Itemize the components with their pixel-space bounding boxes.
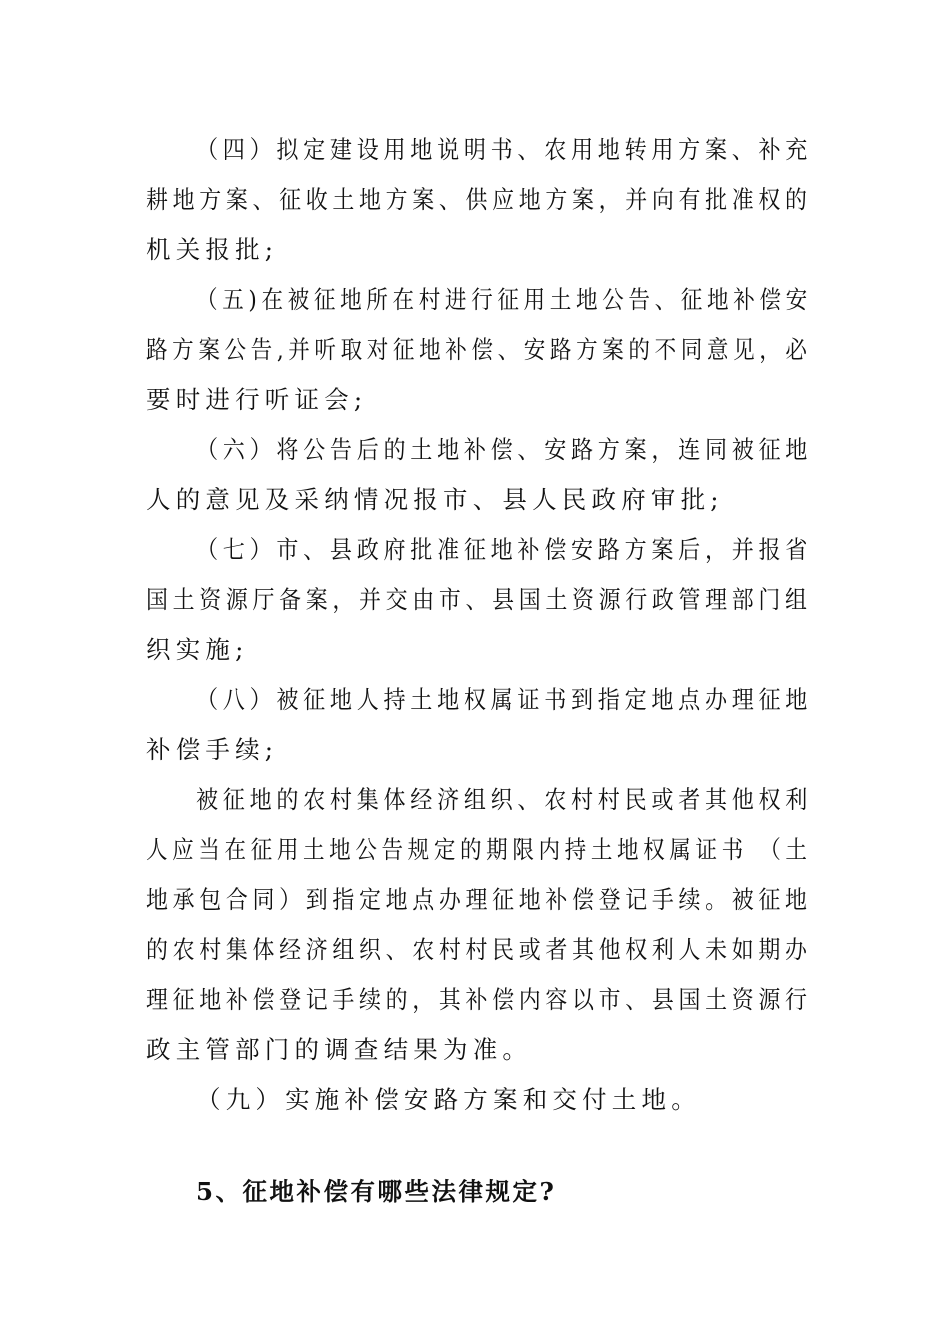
- paragraph-line: 补偿手续;: [146, 735, 279, 764]
- paragraph-line: （五)在被征地所在村进行征用土地公告、征地补偿安: [196, 285, 812, 314]
- paragraph-line: （七）市、县政府批准征地补偿安路方案后，并报省: [196, 535, 813, 564]
- paragraph-line: 织实施;: [146, 635, 249, 664]
- paragraph-line: 要时进行听证会;: [146, 385, 368, 414]
- paragraph-line: 机关报批;: [146, 235, 279, 264]
- paragraph-line: 耕地方案、征收土地方案、供应地方案，并向有批准权的: [146, 185, 812, 214]
- paragraph-line: 地承包合同）到指定地点办理征地补偿登记手续。被征地: [146, 885, 812, 914]
- paragraph-line: （四）拟定建设用地说明书、农用地转用方案、补充: [196, 135, 813, 164]
- paragraph-line: （九）实施补偿安路方案和交付土地。: [196, 1085, 701, 1114]
- section-heading: 5、征地补偿有哪些法律规定?: [196, 1177, 557, 1206]
- paragraph-line: （六）将公告后的土地补偿、安路方案，连同被征地: [196, 435, 813, 464]
- paragraph-line: 理征地补偿登记手续的，其补偿内容以市、县国土资源行: [146, 985, 812, 1014]
- paragraph-line: 路方案公告,并听取对征地补偿、安路方案的不同意见，必: [146, 335, 812, 364]
- paragraph-line: 人的意见及采纳情况报市、县人民政府审批;: [146, 485, 724, 514]
- paragraph-line: 被征地的农村集体经济组织、农村村民或者其他权利: [196, 785, 813, 814]
- paragraph-line: 政主管部门的调查结果为准。: [146, 1035, 533, 1064]
- paragraph-line: 人应当在征用土地公告规定的期限内持土地权属证书 （土: [146, 835, 812, 864]
- paragraph-line: 的农村集体经济组织、农村村民或者其他权利人未如期办: [146, 935, 812, 964]
- paragraph-line: 国土资源厅备案，并交由市、县国土资源行政管理部门组: [146, 585, 812, 614]
- paragraph-line: （八）被征地人持土地权属证书到指定地点办理征地: [196, 685, 813, 714]
